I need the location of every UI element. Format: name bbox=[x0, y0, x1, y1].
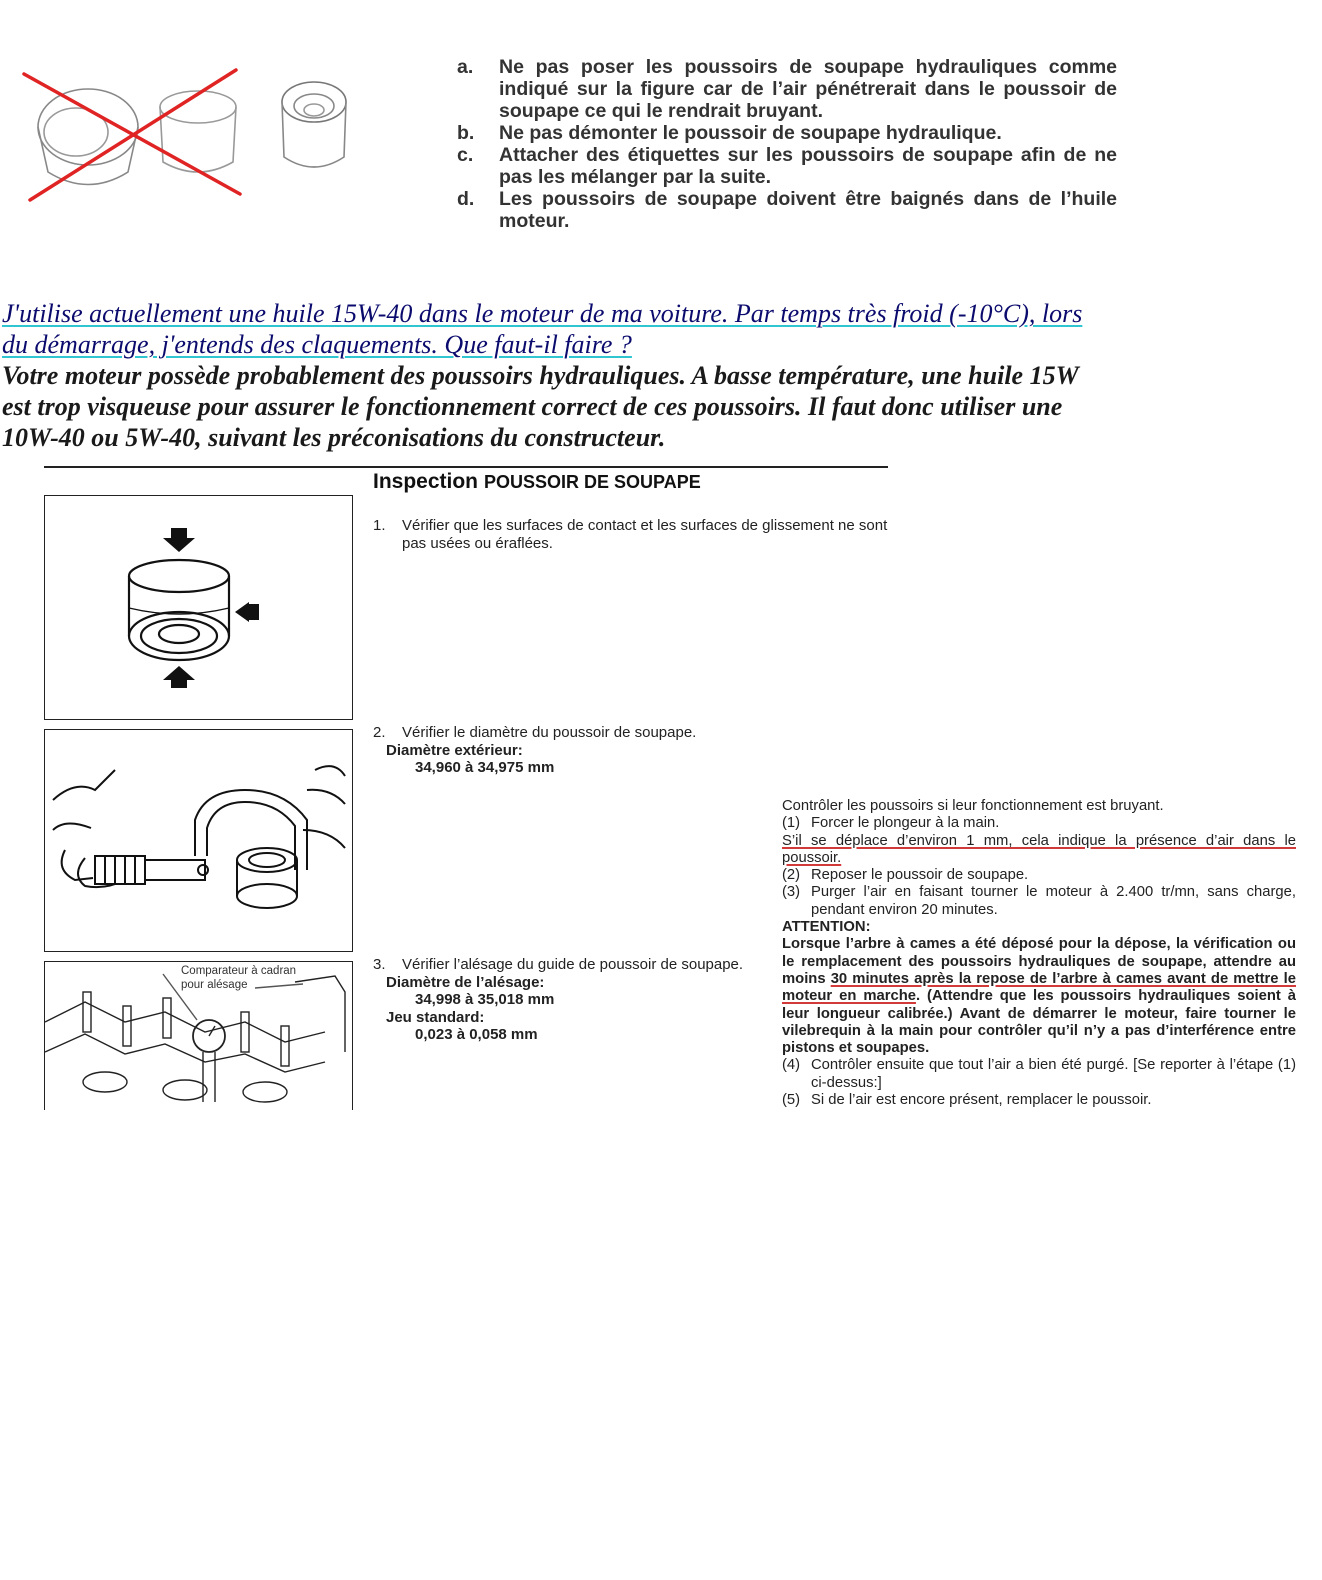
callout-line: Comparateur à cadran bbox=[181, 965, 297, 977]
attention-label: ATTENTION: bbox=[782, 919, 871, 936]
attention-highlight: 30 minutes après la repose de l’arbre à cames avant de mettre le moteur en marche bbox=[782, 970, 1297, 1005]
inspection-step-3 bbox=[373, 956, 793, 1044]
answer-line: 10W-40 ou 5W-40, suivant les préconisations du constructeur. bbox=[2, 423, 666, 452]
step-number: 1. bbox=[373, 517, 386, 534]
answer bbox=[2, 360, 1202, 453]
list-item bbox=[457, 56, 1117, 122]
question-line: du démarrage, j'entends des claquements. Que faut-il faire ? bbox=[2, 330, 632, 359]
procedure-step bbox=[782, 884, 1296, 919]
arrow-icons bbox=[163, 528, 259, 688]
procedure-step bbox=[782, 1057, 1296, 1092]
tappet-correct bbox=[282, 82, 346, 167]
question-answer-block bbox=[2, 298, 1202, 453]
procedure-step-text: Purger l’air en faisant tourner le moteur à 2.400 tr/mn, sans charge, pendant environ 20 minutes. bbox=[811, 884, 1296, 918]
inspection-title: Inspection bbox=[373, 470, 479, 493]
figure-micrometer bbox=[44, 729, 353, 952]
list-item bbox=[457, 144, 1117, 188]
arrow-up-icon bbox=[163, 666, 195, 688]
attention-text bbox=[782, 936, 1296, 1057]
procedure-step-number: (1) bbox=[782, 815, 801, 832]
list-item bbox=[457, 188, 1117, 232]
inspection-step-2 bbox=[373, 724, 813, 777]
bore-gauge-callout bbox=[181, 964, 296, 992]
inspection-subtitle: POUSSOIR DE SOUPAPE bbox=[484, 472, 701, 492]
inspection-heading bbox=[373, 470, 701, 494]
attention-text-part: Lorsque l’arbre à cames a été déposé pour la dépose, la vérification ou le remplacement des poussoirs hydrauliques de soupape, attendre au moins bbox=[782, 936, 1296, 987]
list-item-text: Les poussoirs de soupape doivent être baignés dans de l’huile moteur. bbox=[499, 188, 1117, 232]
arrow-left-icon bbox=[235, 602, 259, 622]
step-text: Vérifier que les surfaces de contact et les surfaces de glissement ne sont pas usées ou éraflées. bbox=[402, 517, 888, 552]
noise-check-procedure bbox=[782, 798, 1296, 1109]
spec-label: Jeu standard: bbox=[386, 1008, 485, 1026]
procedure-step bbox=[782, 1092, 1296, 1109]
list-item-text: Ne pas poser les poussoirs de soupape hydrauliques comme indiqué sur la figure car de l’air pénétrerait dans le poussoir de soupape ce qui le rendrait bruyant. bbox=[499, 56, 1117, 122]
procedure-step-text: Reposer le poussoir de soupape. bbox=[811, 867, 1029, 884]
procedure-step bbox=[782, 867, 1296, 884]
tappet-surfaces-illustration bbox=[45, 496, 352, 719]
red-cross-mark bbox=[24, 70, 240, 200]
spec-value: 34,960 à 34,975 mm bbox=[415, 759, 555, 776]
figure-bore-gauge bbox=[44, 961, 353, 1110]
procedure-step bbox=[782, 815, 1296, 832]
spec-label: Diamètre extérieur: bbox=[386, 741, 523, 759]
figure-tappet-surfaces bbox=[44, 495, 353, 720]
list-item-letter: d. bbox=[457, 188, 475, 210]
micrometer-illustration bbox=[45, 730, 352, 951]
procedure-step-number: (2) bbox=[782, 867, 801, 884]
tappet-wrong-1 bbox=[38, 89, 138, 185]
question bbox=[2, 298, 1202, 360]
list-item-letter: b. bbox=[457, 122, 475, 144]
procedure-step-text: Si de l’air est encore présent, remplacer le poussoir. bbox=[811, 1092, 1152, 1109]
spec-value: 34,998 à 35,018 mm bbox=[415, 991, 555, 1008]
tappet-placement-figure bbox=[18, 62, 348, 212]
list-item-letter: a. bbox=[457, 56, 474, 78]
attention-text-part: . (Attendre que les poussoirs hydrauliques soient à leur longueur calibrée.) Avant de démarrer le moteur, faire tourner le vilebrequin à la main pour contrôler qu’il n’y a pas d’interférence entre pistons et soupapes. bbox=[782, 988, 1296, 1057]
procedure-intro: Contrôler les poussoirs si leur fonctionnement est bruyant. bbox=[782, 798, 1164, 814]
installation-instructions-list bbox=[457, 56, 1117, 232]
step-number: 3. bbox=[373, 956, 386, 973]
procedure-step-number: (4) bbox=[782, 1057, 801, 1074]
inspection-step-1 bbox=[373, 517, 893, 552]
spec-label: Diamètre de l’alésage: bbox=[386, 973, 545, 991]
procedure-step-text: Forcer le plongeur à la main. bbox=[811, 815, 1000, 832]
list-item-text: Ne pas démonter le poussoir de soupape hydraulique. bbox=[499, 122, 1002, 144]
procedure-step-number: (3) bbox=[782, 884, 801, 901]
step-number: 2. bbox=[373, 724, 386, 741]
answer-line: est trop visqueuse pour assurer le fonctionnement correct de ces poussoirs. Il faut donc utiliser une bbox=[2, 392, 1063, 421]
step-text: Vérifier l’alésage du guide de poussoir de soupape. bbox=[402, 956, 744, 973]
list-item-letter: c. bbox=[457, 144, 474, 166]
procedure-step-text: Contrôler ensuite que tout l’air a bien été purgé. [Se reporter à l’étape (1) ci-dessus:] bbox=[811, 1057, 1296, 1091]
arrow-down-icon bbox=[163, 528, 195, 552]
procedure-step-number: (5) bbox=[782, 1092, 801, 1109]
question-line: J'utilise actuellement une huile 15W-40 dans le moteur de ma voiture. Par temps très froid (-10°C), lors bbox=[2, 299, 1083, 328]
list-item-text: Attacher des étiquettes sur les poussoirs de soupape afin de ne pas les mélanger par la suite. bbox=[499, 144, 1117, 188]
callout-line: pour alésage bbox=[181, 979, 248, 991]
section-rule bbox=[44, 466, 888, 468]
list-item bbox=[457, 122, 1117, 144]
step-text: Vérifier le diamètre du poussoir de soupape. bbox=[402, 724, 697, 741]
tappet-wrong-2 bbox=[160, 91, 236, 172]
answer-line: Votre moteur possède probablement des poussoirs hydrauliques. A basse température, une huile 15W bbox=[2, 361, 1079, 390]
spec-value: 0,023 à 0,058 mm bbox=[415, 1026, 538, 1043]
air-presence-note: S’il se déplace d’environ 1 mm, cela indique la présence d’air dans le poussoir. bbox=[782, 832, 1296, 866]
